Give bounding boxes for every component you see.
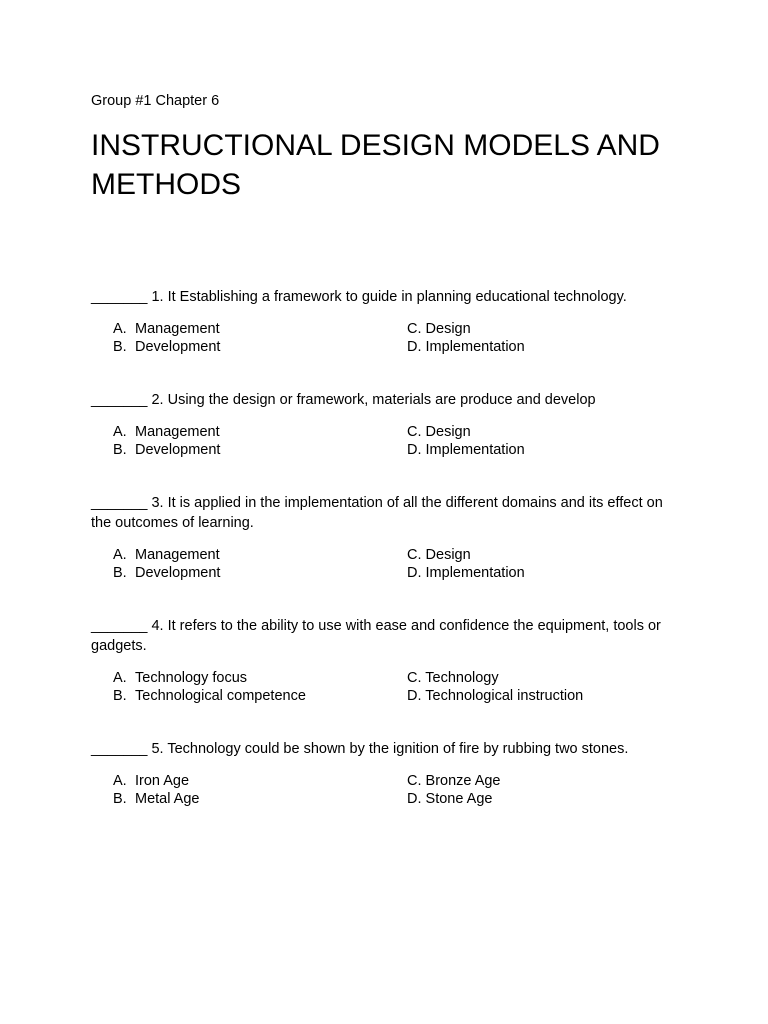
option-label: Development — [135, 339, 221, 355]
option-label: Technology focus — [135, 670, 248, 686]
option-b — [113, 441, 220, 459]
option-d: D. Stone Age — [407, 791, 493, 807]
option-letter: B. — [113, 688, 127, 704]
option-a — [113, 423, 220, 441]
option-label: Technological competence — [135, 688, 306, 704]
option-label: Development — [135, 565, 221, 581]
option-d: D. Technological instruction — [407, 688, 584, 704]
option-d: D. Implementation — [407, 565, 525, 581]
question-2 — [91, 390, 681, 459]
option-a — [113, 772, 189, 790]
question-text: _______ 5. Technology could be shown by the ignition of fire by rubbing two stones. — [91, 741, 629, 757]
option-label: Management — [135, 547, 220, 563]
option-b — [113, 338, 220, 356]
option-letter: B. — [113, 565, 127, 581]
option-letter: B. — [113, 339, 127, 355]
option-label: Development — [135, 442, 221, 458]
answer-options — [91, 546, 681, 582]
question-1 — [91, 287, 681, 356]
option-letter: A. — [113, 424, 127, 440]
option-a — [113, 669, 247, 687]
option-label: Iron Age — [135, 773, 190, 789]
question-3 — [91, 493, 681, 582]
answer-options — [91, 669, 681, 705]
option-c: C. Bronze Age — [407, 773, 501, 789]
option-a — [113, 546, 220, 564]
option-c: C. Design — [407, 424, 471, 440]
question-4 — [91, 616, 681, 705]
question-text: _______ 2. Using the design or framework, materials are produce and develop — [91, 392, 596, 408]
option-b — [113, 687, 306, 705]
option-letter: B. — [113, 442, 127, 458]
option-label: Management — [135, 424, 220, 440]
option-b — [113, 564, 220, 582]
question-text: _______ 1. It Establishing a framework to guide in planning educational technology. — [91, 289, 627, 305]
option-d: D. Implementation — [407, 442, 525, 458]
option-label: Metal Age — [135, 791, 200, 807]
option-letter: A. — [113, 321, 127, 337]
option-c: C. Design — [407, 547, 471, 563]
option-letter: A. — [113, 547, 127, 563]
question-5 — [91, 739, 681, 808]
option-c: C. Design — [407, 321, 471, 337]
option-letter: B. — [113, 791, 127, 807]
question-text: _______ 3. It is applied in the implementation of all the different domains and its effect on the outcomes of learning. — [91, 495, 663, 531]
question-text: _______ 4. It refers to the ability to use with ease and confidence the equipment, tools or gadgets. — [91, 618, 661, 654]
option-a — [113, 320, 220, 338]
option-label: Management — [135, 321, 220, 337]
answer-options — [91, 772, 681, 808]
answer-options — [91, 320, 681, 356]
option-b — [113, 790, 200, 808]
page-title: INSTRUCTIONAL DESIGN MODELS AND METHODS — [91, 129, 660, 201]
group-chapter-label: Group #1 Chapter 6 — [91, 93, 220, 109]
option-c: C. Technology — [407, 670, 499, 686]
option-d: D. Implementation — [407, 339, 525, 355]
option-letter: A. — [113, 773, 127, 789]
option-letter: A. — [113, 670, 127, 686]
answer-options — [91, 423, 681, 459]
